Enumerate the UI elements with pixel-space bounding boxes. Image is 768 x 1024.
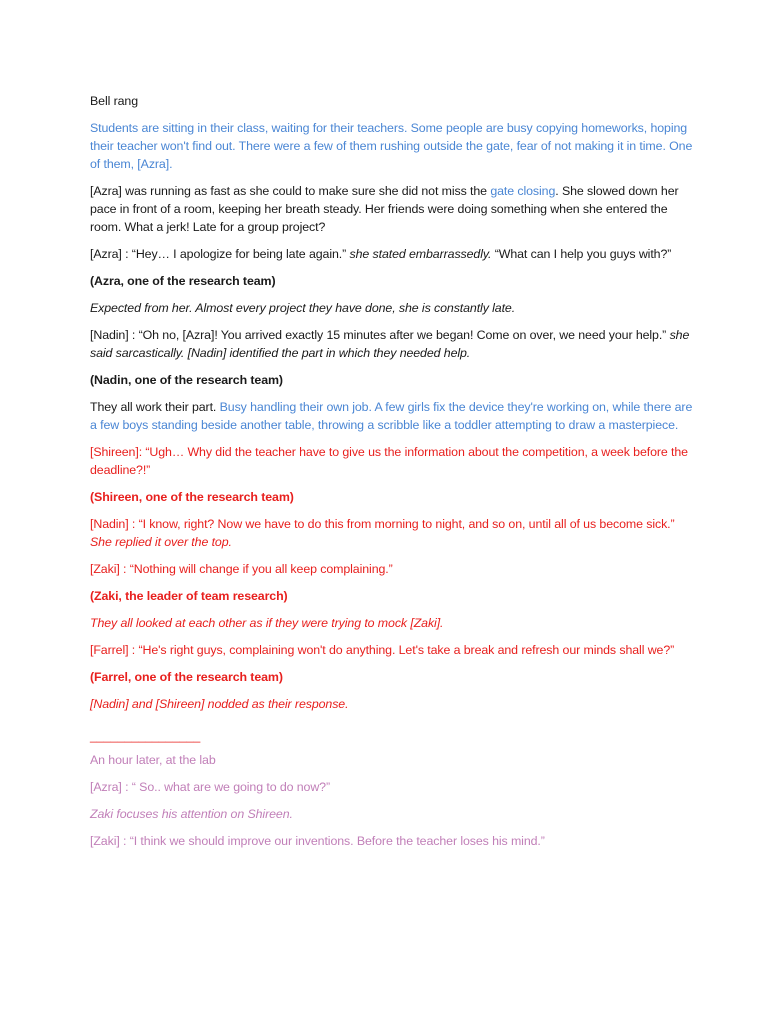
narration-paragraph: [Nadin] and [Shireen] nodded as their response. — [90, 697, 349, 711]
dialogue-text: “What can I help you guys with?” — [491, 247, 672, 261]
dialogue-text: [Nadin] : “Oh no, [Azra]! You arrived exactly 15 minutes after we began! Come on over, we need your help.” — [90, 328, 670, 342]
character-note: (Zaki, the leader of team research) — [90, 589, 288, 603]
dialogue-line: [Zaki] : “I think we should improve our inventions. Before the teacher loses his mind.” — [90, 834, 545, 848]
highlighted-text: gate closing — [490, 184, 556, 198]
dialogue-line: [Shireen]: “Ugh… Why did the teacher have to give us the information about the competition, a week before the deadline?!” — [90, 445, 688, 477]
narration-paragraph: Expected from her. Almost every project they have done, she is constantly late. — [90, 301, 516, 315]
character-note: (Azra, one of the research team) — [90, 274, 276, 288]
narration-paragraph — [90, 182, 696, 236]
text-run: . She slowed down her pace in front of a room, keeping her breath steady. Her friends were doing something when she entered the room. What a jerk! Late for a group project? — [90, 184, 679, 234]
dialogue-line — [90, 245, 696, 263]
dialogue-tag: She replied it over the top. — [90, 535, 232, 549]
dialogue-text: [Azra] : “Hey… I apologize for being late again.” — [90, 247, 350, 261]
narration-paragraph — [90, 398, 696, 434]
highlighted-text: Busy handling their own job. A few girls fix the device they're working on, while there are a few boys standing beside another table, throwing a scribble like a toddler attempting to draw a masterpiece. — [90, 400, 693, 432]
dialogue-line: [Farrel] : “He's right guys, complaining won't do anything. Let's take a break and refresh our minds shall we?” — [90, 643, 675, 657]
scene-separator: ________________ — [90, 729, 201, 743]
scene-heading: Bell rang — [90, 94, 139, 108]
narration-paragraph: Zaki focuses his attention on Shireen. — [90, 807, 293, 821]
narration-paragraph: Students are sitting in their class, waiting for their teachers. Some people are busy copying homeworks, hoping their teacher won't find out. There were a few of them rushing outside the gate, fear of not making it in time. One of them, [Azra]. — [90, 121, 693, 171]
text-run: [Azra] was running as fast as she could to make sure she did not miss the — [90, 184, 491, 198]
character-note: (Farrel, one of the research team) — [90, 670, 283, 684]
dialogue-text: [Nadin] : “I know, right? Now we have to do this from morning to night, and so on, until all of us become sick.” — [90, 517, 675, 531]
dialogue-line: [Azra] : “ So.. what are we going to do now?” — [90, 780, 330, 794]
character-note: (Shireen, one of the research team) — [90, 490, 294, 504]
dialogue-line — [90, 326, 696, 362]
dialogue-tag: she said sarcastically. [Nadin] identified the part in which they needed help. — [90, 328, 690, 360]
dialogue-line: [Zaki] : “Nothing will change if you all keep complaining.” — [90, 562, 393, 576]
dialogue-tag: she stated embarrassedly. — [349, 247, 492, 261]
scene-heading: An hour later, at the lab — [90, 753, 216, 767]
text-run: They all work their part. — [90, 400, 220, 414]
character-note: (Nadin, one of the research team) — [90, 373, 283, 387]
narration-paragraph: They all looked at each other as if they were trying to mock [Zaki]. — [90, 616, 444, 630]
dialogue-line — [90, 515, 696, 551]
